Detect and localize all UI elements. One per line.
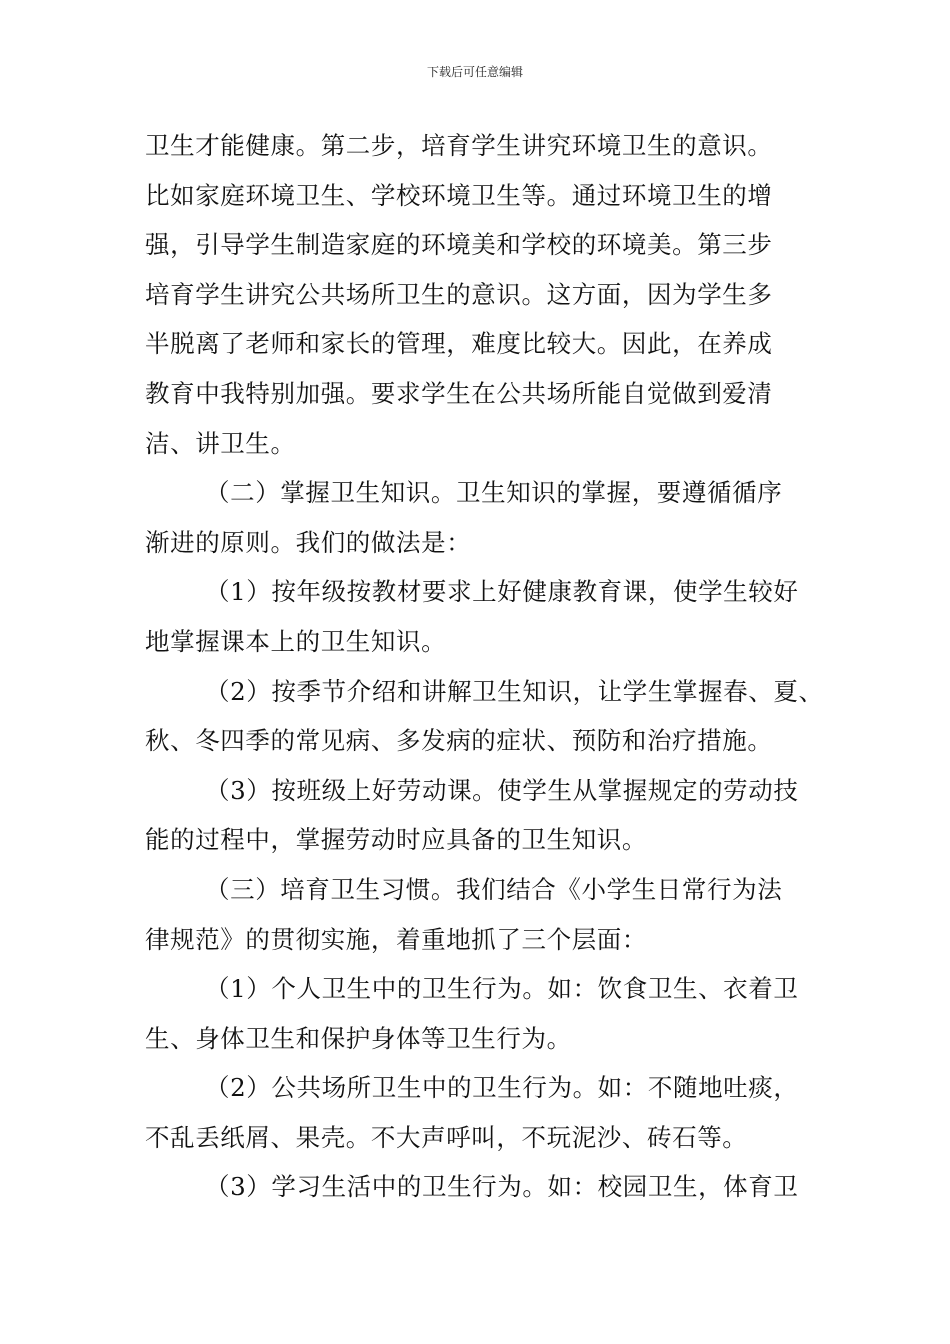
document-body <box>145 121 835 1212</box>
text-line: 生、身体卫生和保护身体等卫生行为。 <box>145 1023 572 1053</box>
text-line: （2）公共场所卫生中的卫生行为。如：不随地吐痰， <box>205 1073 799 1103</box>
text-line: 律规范》的贯彻实施，着重地抓了三个层面： <box>145 924 647 954</box>
text-line: （1）个人卫生中的卫生行为。如：饮食卫生、衣着卫 <box>205 974 799 1004</box>
text-line: 比如家庭环境卫生、学校环境卫生等。通过环境卫生的增 <box>145 180 773 210</box>
text-line: 卫生才能健康。第二步，培育学生讲究环境卫生的意识。 <box>145 131 773 160</box>
text-line: 地掌握课本上的卫生知识。 <box>145 626 447 656</box>
text-line: （3）学习生活中的卫生行为。如：校园卫生，体育卫 <box>205 1172 799 1202</box>
text-line: 教育中我特别加强。要求学生在公共场所能自觉做到爱清 <box>145 378 773 408</box>
text-line: 培育学生讲究公共场所卫生的意识。这方面，因为学生多 <box>145 279 773 309</box>
text-line: 洁、讲卫生。 <box>145 428 296 458</box>
text-line: （3）按班级上好劳动课。使学生从掌握规定的劳动技 <box>205 775 799 805</box>
text-line: （二）掌握卫生知识。卫生知识的掌握，要遵循循序 <box>205 478 783 508</box>
text-line: 秋、冬四季的常见病、多发病的症状、预防和治疗措施。 <box>145 726 773 756</box>
text-line: （三）培育卫生习惯。我们结合《小学生日常行为法 <box>205 874 783 904</box>
page-header: 下载后可任意编辑 <box>426 65 523 79</box>
text-line: 不乱丢纸屑、果壳。不大声呼叫，不玩泥沙、砖石等。 <box>145 1122 748 1152</box>
text-line: 能的过程中，掌握劳动时应具备的卫生知识。 <box>145 825 647 855</box>
text-line: 渐进的原则。我们的做法是： <box>145 527 472 557</box>
text-line: 半脱离了老师和家长的管理，难度比较大。因此，在养成 <box>145 329 773 359</box>
text-line: 强，引导学生制造家庭的环境美和学校的环境美。第三步 <box>145 230 773 260</box>
text-line: （2）按季节介绍和讲解卫生知识，让学生掌握春、夏、 <box>205 676 824 706</box>
text-line: （1）按年级按教材要求上好健康教育课，使学生较好 <box>205 577 799 607</box>
